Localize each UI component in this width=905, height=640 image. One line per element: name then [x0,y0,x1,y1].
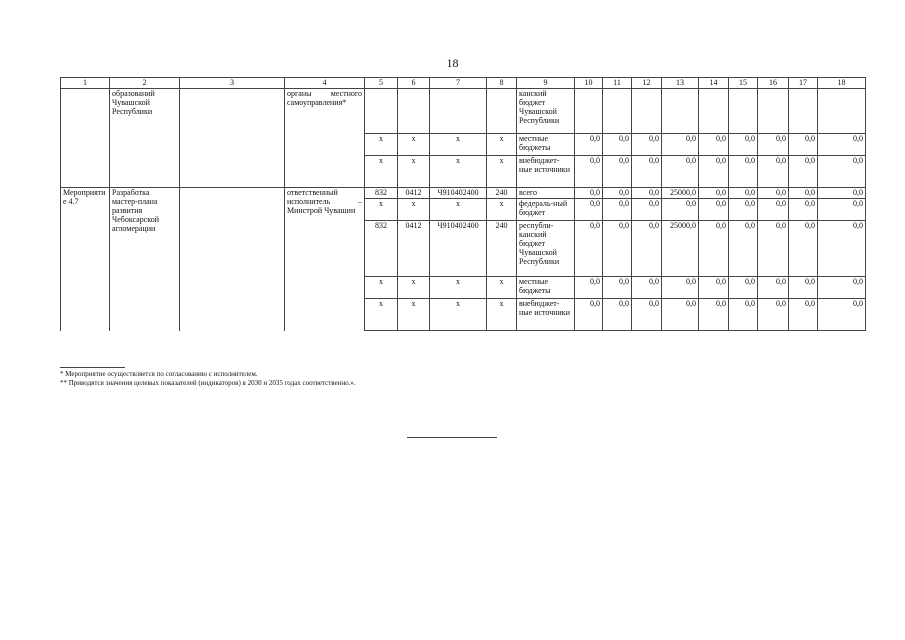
cell-grbs: 832 [365,188,398,199]
cell-value: 0,0 [729,299,758,331]
cell-value: 0,0 [729,156,758,188]
cell-source: республи-канский бюджет Чувашской Республики [517,221,575,277]
cell-value: 0,0 [699,299,729,331]
column-header: 5 [365,78,398,89]
cell-value: 0,0 [662,156,699,188]
cell-section: x [398,156,430,188]
cell-type: 240 [487,221,517,277]
cell-value: 0,0 [575,156,603,188]
cell-value: 0,0 [789,156,818,188]
cell-value: 0,0 [632,134,662,156]
column-header: 13 [662,78,699,89]
cell-value [758,89,789,134]
cell-section: x [398,134,430,156]
cell-grbs: x [365,156,398,188]
cell-type: x [487,134,517,156]
cell-value: 0,0 [632,188,662,199]
cell-value: 0,0 [632,299,662,331]
cell-value [575,89,603,134]
cell-event: Мероприятие 4.7 [61,188,110,331]
cell-value [818,89,866,134]
cell-source: местные бюджеты [517,277,575,299]
column-header: 8 [487,78,517,89]
cell-value: 0,0 [818,188,866,199]
cell-value: 0,0 [575,299,603,331]
cell-value: 0,0 [729,199,758,221]
column-header: 11 [603,78,632,89]
cell-section: x [398,277,430,299]
cell-value: 0,0 [575,221,603,277]
cell-source: всего [517,188,575,199]
cell-value: 0,0 [632,199,662,221]
column-header: 4 [285,78,365,89]
cell-value: 0,0 [603,134,632,156]
column-header: 3 [180,78,285,89]
cell-executor: ответственный исполнитель – Минстрой Чувашии [285,188,365,331]
cell-target: x [430,299,487,331]
cell-value: 25000,0 [662,188,699,199]
cell-value: 0,0 [603,199,632,221]
cell-value: 0,0 [758,199,789,221]
cell-value: 0,0 [758,156,789,188]
cell-value: 0,0 [818,156,866,188]
table-row [61,188,866,199]
column-header: 7 [430,78,487,89]
budget-table [60,77,866,331]
cell-goal [180,89,285,188]
cell-value: 0,0 [789,188,818,199]
column-header: 15 [729,78,758,89]
header-row [61,78,866,89]
column-header: 16 [758,78,789,89]
cell-value: 0,0 [575,277,603,299]
cell-value: 0,0 [729,221,758,277]
cell-value: 0,0 [632,156,662,188]
cell-value [632,89,662,134]
column-header: 18 [818,78,866,89]
cell-grbs: x [365,134,398,156]
cell-value: 0,0 [818,134,866,156]
cell-type: x [487,277,517,299]
end-line [407,437,497,438]
cell-section: x [398,299,430,331]
cell-value: 0,0 [789,277,818,299]
cell-target: x [430,156,487,188]
cell-value: 0,0 [729,277,758,299]
cell-name: Разработка мастер-плана развития Чебоксарской агломерации [110,188,180,331]
cell-value: 0,0 [699,221,729,277]
cell-value: 0,0 [758,188,789,199]
column-header: 6 [398,78,430,89]
cell-value: 0,0 [603,188,632,199]
cell-source: канский бюджет Чувашской Республики [517,89,575,134]
cell-value: 0,0 [758,221,789,277]
cell-value: 0,0 [603,277,632,299]
cell-target: Ч910402400 [430,221,487,277]
cell-grbs: 832 [365,221,398,277]
cell-value: 25000,0 [662,221,699,277]
table-row [61,89,866,134]
cell-source: федераль-ный бюджет [517,199,575,221]
cell-target: x [430,277,487,299]
cell-type: x [487,199,517,221]
cell-value: 0,0 [758,299,789,331]
cell-source: внебюджет-ные источники [517,299,575,331]
cell-value [603,89,632,134]
footnote-separator [60,367,125,368]
cell-value: 0,0 [729,188,758,199]
footnotes [60,370,356,388]
cell-section: x [398,199,430,221]
cell-value: 0,0 [575,199,603,221]
cell-source: местные бюджеты [517,134,575,156]
cell-grbs [365,89,398,134]
column-header: 2 [110,78,180,89]
cell-value: 0,0 [818,277,866,299]
cell-section [398,89,430,134]
cell-target: x [430,134,487,156]
page-number: 18 [446,56,459,70]
cell-value: 0,0 [699,277,729,299]
column-header: 10 [575,78,603,89]
column-header: 1 [61,78,110,89]
cell-value: 0,0 [699,156,729,188]
cell-target: x [430,199,487,221]
cell-value: 0,0 [789,199,818,221]
cell-value: 0,0 [603,156,632,188]
cell-type [487,89,517,134]
cell-grbs: x [365,277,398,299]
cell-value: 0,0 [575,188,603,199]
column-header: 14 [699,78,729,89]
cell-event [61,89,110,188]
cell-value: 0,0 [758,134,789,156]
column-header: 17 [789,78,818,89]
cell-executor: органы местного самоуправления* [285,89,365,188]
cell-value: 0,0 [818,299,866,331]
cell-value: 0,0 [818,221,866,277]
cell-value: 0,0 [662,277,699,299]
cell-grbs: x [365,199,398,221]
cell-value: 0,0 [818,199,866,221]
cell-goal [180,188,285,331]
cell-section: 0412 [398,221,430,277]
cell-name: образований Чувашской Республики [110,89,180,188]
footnote: * Мероприятие осуществляется по согласованию с исполнителем. [60,370,258,378]
cell-value: 0,0 [662,299,699,331]
column-header: 12 [632,78,662,89]
cell-value: 0,0 [603,299,632,331]
cell-value: 0,0 [662,134,699,156]
cell-value: 0,0 [603,221,632,277]
cell-value: 0,0 [789,221,818,277]
cell-value: 0,0 [789,299,818,331]
cell-value: 0,0 [575,134,603,156]
cell-value: 0,0 [662,199,699,221]
cell-value [662,89,699,134]
cell-value: 0,0 [632,277,662,299]
cell-value: 0,0 [699,199,729,221]
cell-value [729,89,758,134]
cell-value: 0,0 [789,134,818,156]
cell-source: внебюджет-ные источники [517,156,575,188]
column-header: 9 [517,78,575,89]
cell-value: 0,0 [729,134,758,156]
cell-value [699,89,729,134]
cell-type: x [487,156,517,188]
cell-value: 0,0 [758,277,789,299]
cell-grbs: x [365,299,398,331]
footnote: ** Приводятся значения целевых показателей (индикаторов) в 2030 и 2035 годах соответственно.». [60,379,356,387]
cell-target: Ч910402400 [430,188,487,199]
cell-target [430,89,487,134]
cell-section: 0412 [398,188,430,199]
cell-value: 0,0 [699,188,729,199]
cell-value: 0,0 [699,134,729,156]
cell-type: 240 [487,188,517,199]
cell-value: 0,0 [632,221,662,277]
cell-type: x [487,299,517,331]
cell-value [789,89,818,134]
